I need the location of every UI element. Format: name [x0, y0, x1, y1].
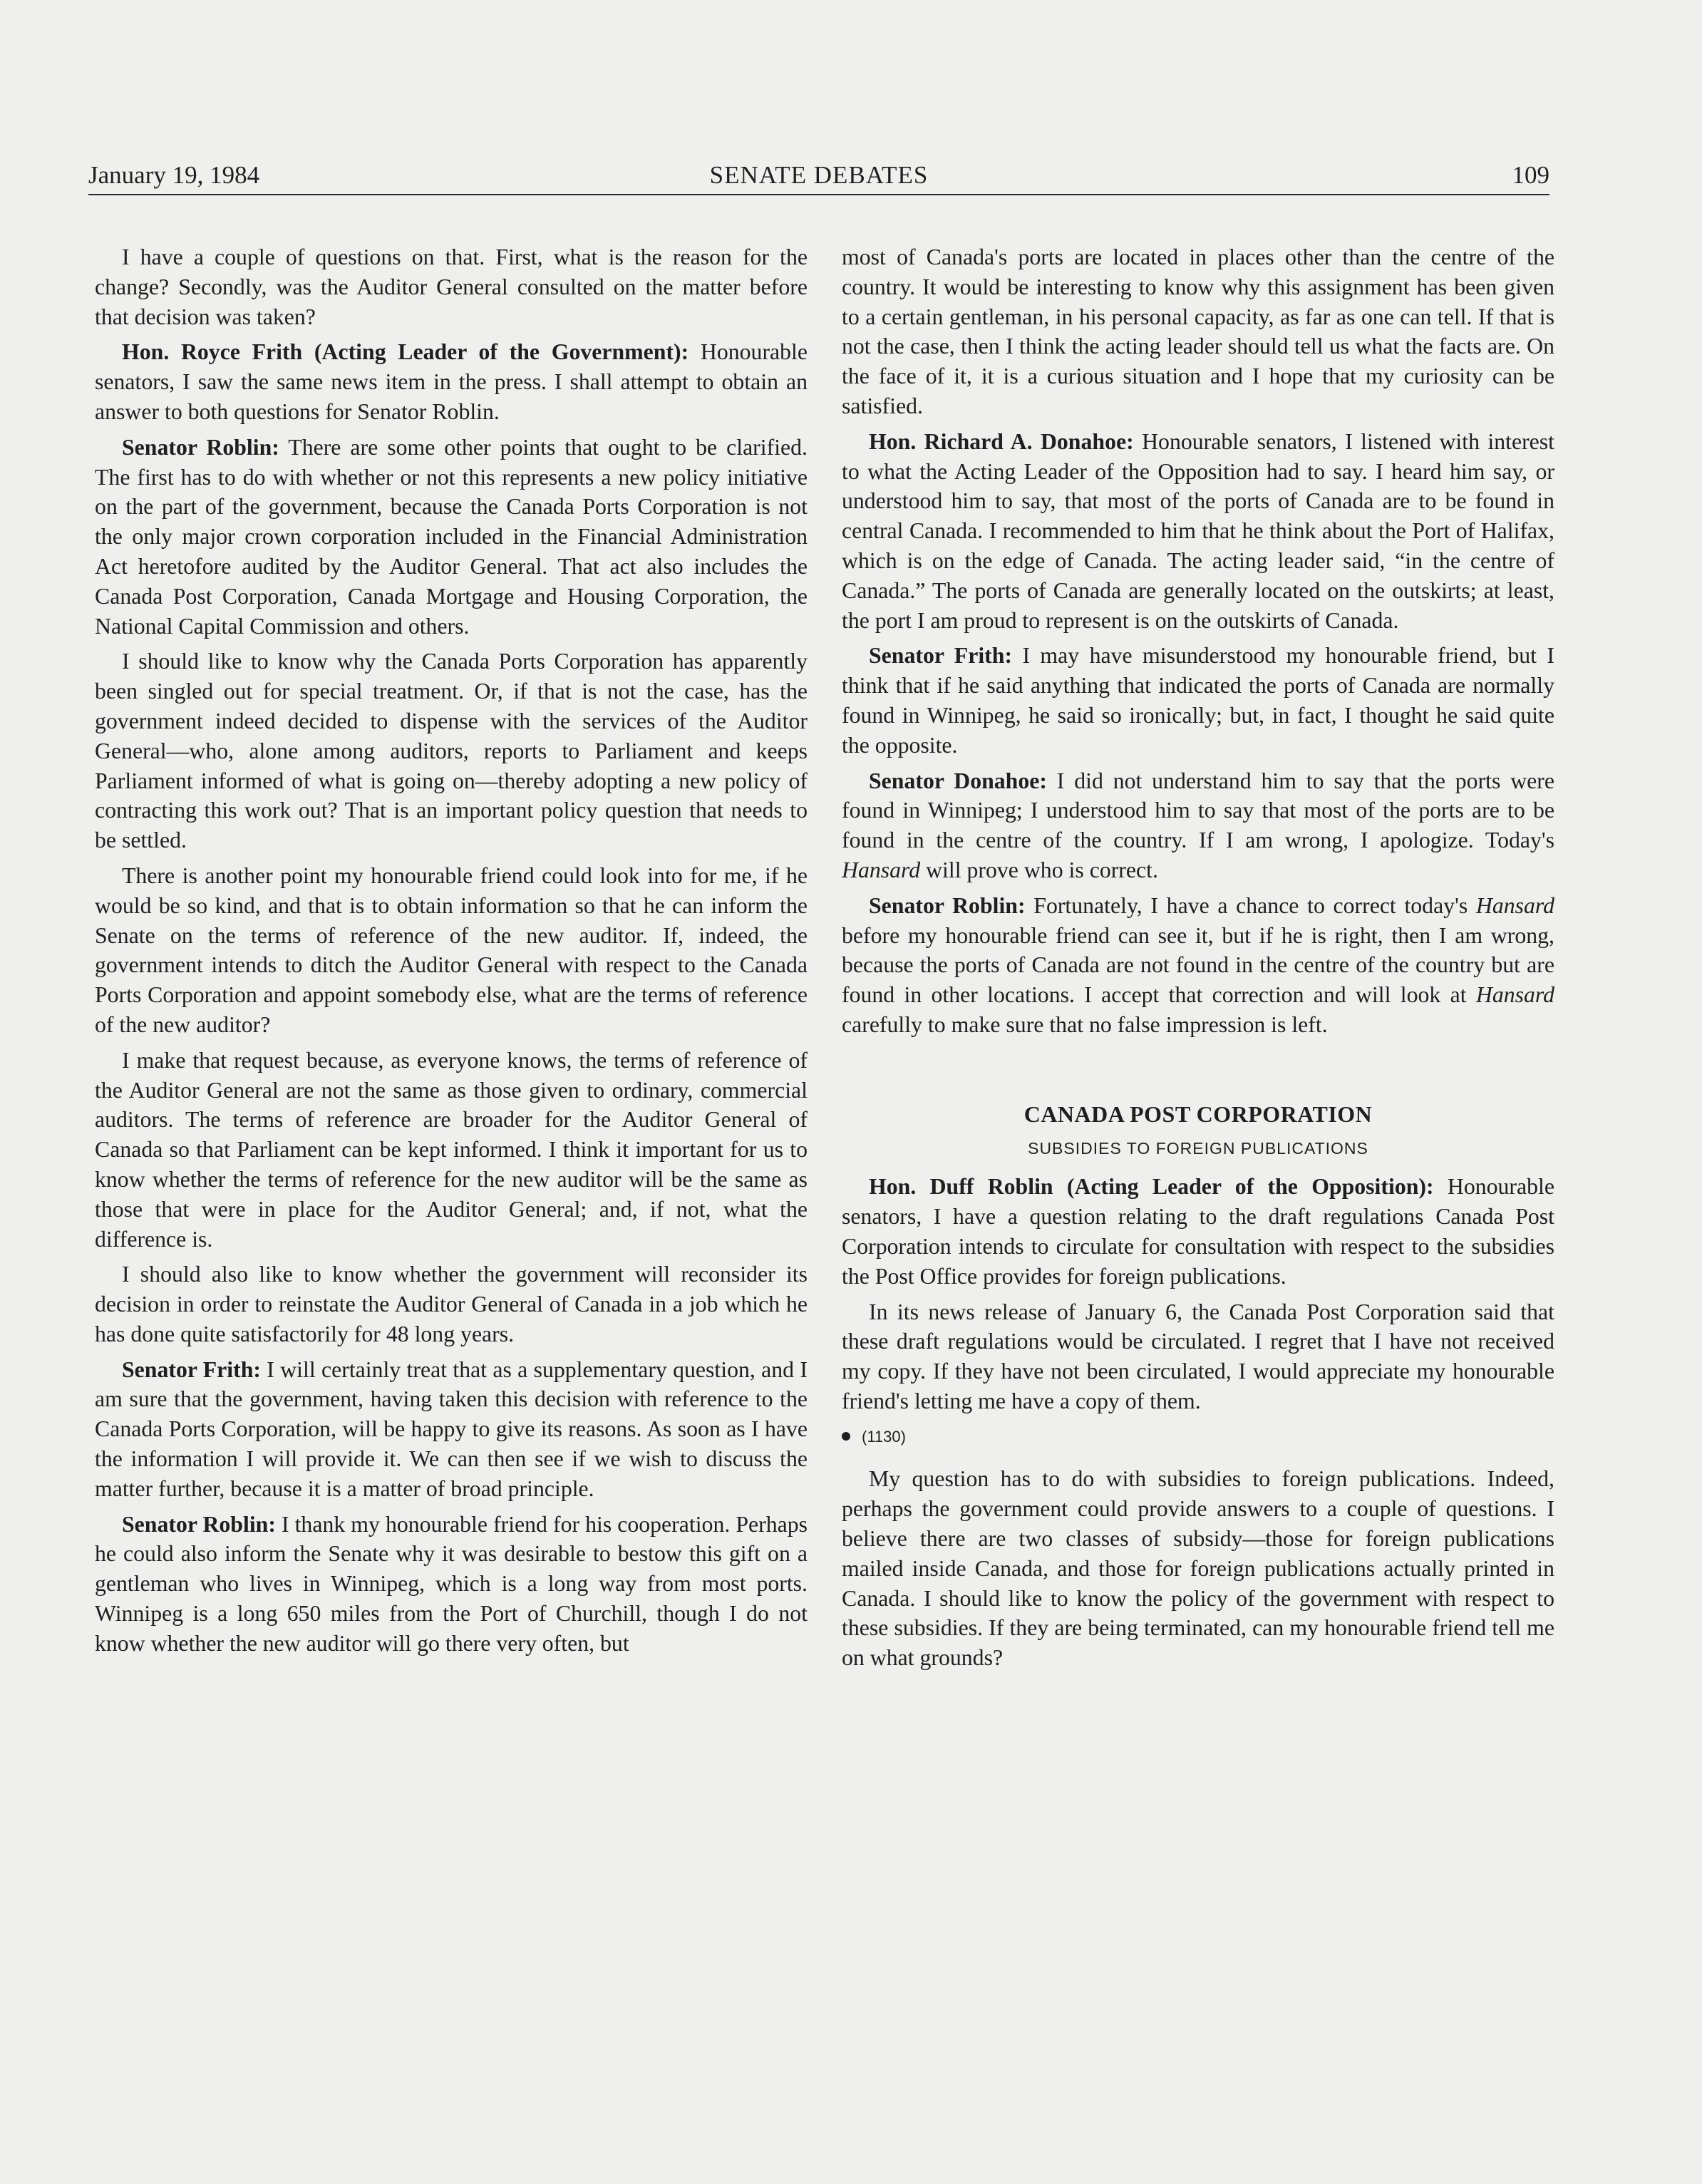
subsection-heading: SUBSIDIES TO FOREIGN PUBLICATIONS — [1028, 1138, 1368, 1158]
paragraph-text: I did not understand him to say that the ports were found in Winnipeg; I understood him to say that most of the ports are to be found in the centre of the country. If I am wrong, I apologize. Today's — [842, 768, 1554, 853]
paragraph — [842, 766, 1554, 885]
page-number: 109 — [1512, 161, 1549, 189]
paragraph-text: Honourable senators, I have a question relating to the draft regulations Canada Post Corporation intends to circulate for consultation with respect to the subsidies the Post Office provides for foreign publications. — [842, 1174, 1554, 1289]
hansard-italic: Hansard — [1475, 982, 1554, 1008]
running-head — [88, 157, 1549, 195]
paragraph: My question has to do with subsidies to foreign publications. Indeed, perhaps the government could provide answers to a couple of questions. I believe there are two classes of subsidy—those for foreign publications mailed inside Canada, and those for foreign publications actually printed in Canada. I should like to know the policy of the government with respect to these subsidies. If they are being terminated, can my honourable friend tell me on what grounds? — [842, 1466, 1554, 1671]
speaker-name: Hon. Duff Roblin (Acting Leader of the Opposition): — [869, 1174, 1434, 1200]
speaker-name: Senator Roblin: — [869, 892, 1026, 918]
paragraph — [842, 427, 1554, 636]
paragraph-text: I thank my honourable friend for his cooperation. Perhaps he could also inform the Senate why it was desirable to bestow this gift on a gentleman who lives in Winnipeg, which is a long way from most ports. Winnipeg is a long 650 miles from the Port of Churchill, though I do not know whether the new auditor will go there very often, but — [95, 1511, 808, 1656]
paragraph: I have a couple of questions on that. First, what is the reason for the change? Secondly, was the Auditor General consulted on the matter before that decision was taken? — [95, 244, 808, 329]
speaker-name: Senator Roblin: — [122, 434, 279, 460]
header-title: SENATE DEBATES — [709, 161, 929, 189]
speaker-name: Hon. Royce Frith (Acting Leader of the Government): — [122, 339, 689, 365]
speaker-name: Hon. Richard A. Donahoe: — [869, 428, 1134, 454]
paragraph: There is another point my honourable friend could look into for me, if he would be so kind, and that is to obtain information so that he can inform the Senate on the terms of reference of the new auditor. If, indeed, the government intends to ditch the Auditor General with respect to the Canada Ports Corporation and appoint somebody else, what are the terms of reference of the new auditor? — [95, 862, 808, 1037]
paragraph: I should also like to know whether the government will reconsider its decision in order to reinstate the Auditor General of Canada in a job which he has done quite satisfactorily for 48 long years. — [95, 1262, 808, 1346]
paragraph — [95, 337, 808, 426]
paragraph — [842, 1172, 1554, 1291]
bullet-icon — [842, 1432, 850, 1441]
speaker-name: Senator Roblin: — [122, 1511, 276, 1537]
paragraph-text: I will certainly treat that as a supplementary question, and I am sure that the government, having taken this decision with reference to the Canada Ports Corporation, will be happy to give its reasons. As soon as I have the information I will provide it. We can then see if we wish to discuss the matter further, because it is a matter of broad principle. — [95, 1356, 808, 1501]
paragraph: most of Canada's ports are located in places other than the centre of the country. It would be interesting to know why this assignment has been given to a certain gentleman, in his personal capacity, as far as one can tell. If that is not the case, then I think the acting leader should tell us what the facts are. On the face of it, it is a curious situation and I hope that my curiosity can be satisfied. — [842, 244, 1554, 418]
paragraph: I make that request because, as everyone knows, the terms of reference of the Auditor General are not the same as those given to ordinary, commercial auditors. The terms of reference are broader for the Auditor General of Canada so that Parliament can be kept informed. I think it important for us to know whether the terms of reference for the new auditor will be the same as those that were in place for the Auditor General; and, if not, what the difference is. — [95, 1047, 808, 1252]
speaker-name: Senator Frith: — [122, 1356, 261, 1382]
time-marker — [842, 1422, 1554, 1452]
paragraph-text: carefully to make sure that no false impression is left. — [842, 1011, 1328, 1037]
paragraph-text: There are some other points that ought to be clarified. The first has to do with whether or not this represents a new policy initiative on the part of the government, because the Canada Ports Corporation is not the only major crown corporation included in the Financial Administration Act heretofore audited by the Auditor General. That act also includes the Canada Post Corporation, Canada Mortgage and Housing Corporation, the National Capital Commission and others. — [95, 434, 808, 639]
paragraph-text: will prove who is correct. — [920, 857, 1158, 882]
paragraph — [95, 1355, 808, 1504]
paragraph: I should like to know why the Canada Ports Corporation has apparently been singled out for special treatment. Or, if that is not the case, has the government indeed decided to dispense with the services of the Auditor General—who, alone among auditors, reports to Parliament and keeps Parliament informed of what is going on—thereby adopting a new policy of contracting this work out? That is an important policy question that needs to be settled. — [95, 649, 808, 853]
paragraph — [95, 1510, 808, 1659]
paragraph-text: Fortunately, I have a chance to correct today's — [1025, 892, 1476, 918]
hansard-italic: Hansard — [1475, 892, 1554, 918]
right-column — [842, 242, 1554, 1679]
paragraph — [95, 433, 808, 642]
paragraph: In its news release of January 6, the Canada Post Corporation said that these draft regulations would be circulated. I regret that I have not received my copy. If they have not been circulated, I would appreciate my honourable friend's letting me have a copy of them. — [842, 1299, 1554, 1413]
paragraph — [842, 641, 1554, 760]
paragraph-text: Honourable senators, I listened with interest to what the Acting Leader of the Opposition had to say. I heard him say, or understood him to say, that most of the ports of Canada are to be found in central Canada. I recommended to him that he think about the Port of Halifax, which is on the edge of Canada. The acting leader said, “in the centre of Canada.” The ports of Canada are generally located on the outskirts; at least, the port I am proud to represent is on the outskirts of Canada. — [842, 428, 1554, 633]
paragraph-text: I may have misunderstood my honourable friend, but I think that if he said anything that indicated the ports of Canada are normally found in Winnipeg, he said so ironically; but, in fact, I thought he said quite the opposite. — [842, 643, 1554, 758]
paragraph — [842, 891, 1554, 1040]
speaker-name: Senator Frith: — [869, 643, 1013, 669]
section-heading: CANADA POST CORPORATION — [1023, 1101, 1373, 1127]
time-marker-text: (1130) — [862, 1427, 906, 1446]
hansard-italic: Hansard — [842, 857, 921, 882]
speaker-name: Senator Donahoe: — [869, 768, 1047, 793]
left-column — [95, 242, 808, 1664]
header-date: January 19, 1984 — [88, 161, 260, 189]
paragraph-text: Honourable senators, I saw the same news item in the press. I shall attempt to obtain an answer to both questions for Senator Roblin. — [95, 339, 808, 424]
paragraph-text: before my honourable friend can see it, but if he is right, then I am wrong, because the ports of Canada are not found in the centre of the country but are found in other locations. I accept that correction and will look at — [842, 922, 1554, 1008]
